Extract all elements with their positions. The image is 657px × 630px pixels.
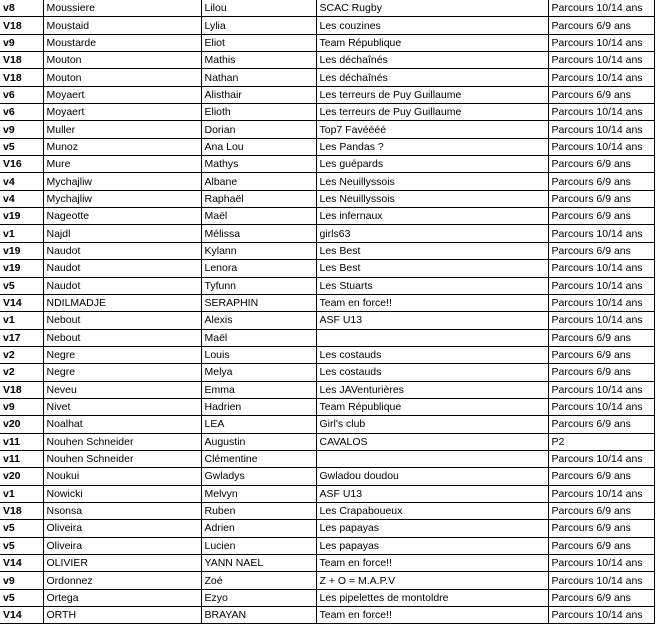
table-row (0, 450, 654, 467)
course-cell: Parcours 10/14 ans (548, 138, 654, 155)
team-cell: Les JAVenturières (316, 381, 548, 398)
last-name-cell: Mure (43, 156, 201, 173)
course-cell: Parcours 6/9 ans (548, 86, 654, 103)
course-cell: Parcours 10/14 ans (548, 52, 654, 69)
course-cell: Parcours 6/9 ans (548, 589, 654, 606)
course-cell: Parcours 6/9 ans (548, 468, 654, 485)
course-cell: Parcours 10/14 ans (548, 260, 654, 277)
team-cell: Top7 Favéééé (316, 121, 548, 138)
last-name-cell: Moussiere (43, 0, 201, 17)
group-cell: V18 (0, 502, 43, 519)
first-name-cell: Hadrien (201, 398, 316, 415)
table-row (0, 156, 654, 173)
first-name-cell: Lenora (201, 260, 316, 277)
last-name-cell: Noukui (43, 468, 201, 485)
first-name-cell: Lilou (201, 0, 316, 17)
table-row (0, 433, 654, 450)
last-name-cell: Mouton (43, 69, 201, 86)
group-cell: v5 (0, 520, 43, 537)
table-row (0, 0, 654, 17)
table-row (0, 294, 654, 311)
team-cell: Les costauds (316, 346, 548, 363)
group-cell: v17 (0, 329, 43, 346)
first-name-cell: SERAPHIN (201, 294, 316, 311)
last-name-cell: Nebout (43, 312, 201, 329)
first-name-cell: Raphaël (201, 190, 316, 207)
group-cell: v11 (0, 433, 43, 450)
table-row (0, 537, 654, 554)
first-name-cell: Louis (201, 346, 316, 363)
last-name-cell: Ortega (43, 589, 201, 606)
table-row (0, 572, 654, 589)
last-name-cell: Mychajliw (43, 173, 201, 190)
last-name-cell: Naudot (43, 277, 201, 294)
team-cell: Les déchaînés (316, 69, 548, 86)
table-row (0, 346, 654, 363)
first-name-cell: Mélissa (201, 225, 316, 242)
last-name-cell: Ordonnez (43, 572, 201, 589)
team-cell: Les déchaînés (316, 52, 548, 69)
last-name-cell: Mychajliw (43, 190, 201, 207)
team-cell: Les Neuillyssois (316, 173, 548, 190)
group-cell: v9 (0, 34, 43, 51)
course-cell: Parcours 6/9 ans (548, 502, 654, 519)
group-cell: V14 (0, 607, 43, 624)
last-name-cell: NDILMADJE (43, 294, 201, 311)
table-row (0, 69, 654, 86)
team-cell: Les Stuarts (316, 277, 548, 294)
group-cell: v8 (0, 0, 43, 17)
last-name-cell: Naudot (43, 260, 201, 277)
last-name-cell: Noalhat (43, 416, 201, 433)
table-row (0, 555, 654, 572)
table-row (0, 277, 654, 294)
team-cell: Team en force!! (316, 294, 548, 311)
table-row (0, 502, 654, 519)
course-cell: Parcours 6/9 ans (548, 537, 654, 554)
group-cell: v1 (0, 485, 43, 502)
first-name-cell: Eliot (201, 34, 316, 51)
first-name-cell: Emma (201, 381, 316, 398)
table-row (0, 208, 654, 225)
first-name-cell: YANN NAEL (201, 555, 316, 572)
course-cell: Parcours 10/14 ans (548, 450, 654, 467)
first-name-cell: Mathis (201, 52, 316, 69)
team-cell: Les couzines (316, 17, 548, 34)
first-name-cell: Alexis (201, 312, 316, 329)
last-name-cell: Muller (43, 121, 201, 138)
table-row (0, 17, 654, 34)
last-name-cell: Munoz (43, 138, 201, 155)
last-name-cell: Nageotte (43, 208, 201, 225)
team-cell: Les costauds (316, 364, 548, 381)
course-cell: Parcours 10/14 ans (548, 69, 654, 86)
team-cell: Les terreurs de Puy Guillaume (316, 86, 548, 103)
first-name-cell: Nathan (201, 69, 316, 86)
first-name-cell: BRAYAN (201, 607, 316, 624)
first-name-cell: Ana Lou (201, 138, 316, 155)
course-cell: Parcours 10/14 ans (548, 34, 654, 51)
last-name-cell: Neveu (43, 381, 201, 398)
group-cell: V14 (0, 555, 43, 572)
course-cell: Parcours 6/9 ans (548, 156, 654, 173)
team-cell: Team en force!! (316, 607, 548, 624)
table-row (0, 312, 654, 329)
table-row (0, 86, 654, 103)
group-cell: V18 (0, 17, 43, 34)
team-cell: Les guépards (316, 156, 548, 173)
team-cell: Les Pandas ? (316, 138, 548, 155)
group-cell: v20 (0, 416, 43, 433)
group-cell: v2 (0, 364, 43, 381)
course-cell: Parcours 10/14 ans (548, 398, 654, 415)
first-name-cell: Ruben (201, 502, 316, 519)
course-cell: Parcours 6/9 ans (548, 173, 654, 190)
last-name-cell: Nsonsa (43, 502, 201, 519)
table-row (0, 260, 654, 277)
team-cell: Les pipelettes de montoldre (316, 589, 548, 606)
table-row (0, 34, 654, 51)
table-row (0, 398, 654, 415)
first-name-cell: Lylia (201, 17, 316, 34)
course-cell: Parcours 6/9 ans (548, 242, 654, 259)
last-name-cell: Naudot (43, 242, 201, 259)
group-cell: v1 (0, 312, 43, 329)
group-cell: v11 (0, 450, 43, 467)
group-cell: v5 (0, 537, 43, 554)
course-cell: Parcours 6/9 ans (548, 520, 654, 537)
team-cell: Les Best (316, 260, 548, 277)
table-row (0, 225, 654, 242)
course-cell: Parcours 6/9 ans (548, 416, 654, 433)
team-cell: Team République (316, 34, 548, 51)
first-name-cell: Kylann (201, 242, 316, 259)
first-name-cell: Melvyn (201, 485, 316, 502)
group-cell: v19 (0, 242, 43, 259)
first-name-cell: Zoé (201, 572, 316, 589)
table-row (0, 52, 654, 69)
group-cell: v5 (0, 589, 43, 606)
table-row (0, 104, 654, 121)
last-name-cell: Moyaert (43, 104, 201, 121)
group-cell: v6 (0, 104, 43, 121)
team-cell: girls63 (316, 225, 548, 242)
group-cell: V18 (0, 69, 43, 86)
group-cell: v1 (0, 225, 43, 242)
table-row (0, 329, 654, 346)
first-name-cell: Lucien (201, 537, 316, 554)
team-cell: Les Neuillyssois (316, 190, 548, 207)
course-cell: Parcours 10/14 ans (548, 381, 654, 398)
course-cell: Parcours 10/14 ans (548, 312, 654, 329)
team-cell: Team en force!! (316, 555, 548, 572)
group-cell: v9 (0, 572, 43, 589)
course-cell: Parcours 6/9 ans (548, 17, 654, 34)
first-name-cell: Gwladys (201, 468, 316, 485)
group-cell: v5 (0, 277, 43, 294)
team-cell: Les Crapaboueux (316, 502, 548, 519)
course-cell: Parcours 6/9 ans (548, 208, 654, 225)
group-cell: v4 (0, 173, 43, 190)
last-name-cell: Oliveira (43, 520, 201, 537)
first-name-cell: Melya (201, 364, 316, 381)
last-name-cell: Negre (43, 364, 201, 381)
team-cell (316, 450, 548, 467)
group-cell: V16 (0, 156, 43, 173)
first-name-cell: Alisthair (201, 86, 316, 103)
course-cell: Parcours 6/9 ans (548, 346, 654, 363)
last-name-cell: OLIVIER (43, 555, 201, 572)
last-name-cell: Nouhen Schneider (43, 450, 201, 467)
group-cell: V14 (0, 294, 43, 311)
table-row (0, 485, 654, 502)
last-name-cell: Moyaert (43, 86, 201, 103)
course-cell: Parcours 10/14 ans (548, 607, 654, 624)
course-cell: Parcours 10/14 ans (548, 104, 654, 121)
first-name-cell: LEA (201, 416, 316, 433)
table-row (0, 589, 654, 606)
first-name-cell: Adrien (201, 520, 316, 537)
table-row (0, 138, 654, 155)
first-name-cell: Dorian (201, 121, 316, 138)
first-name-cell: Albane (201, 173, 316, 190)
last-name-cell: ORTH (43, 607, 201, 624)
table-row (0, 173, 654, 190)
group-cell: v4 (0, 190, 43, 207)
table-row (0, 468, 654, 485)
table-row (0, 121, 654, 138)
last-name-cell: Nivet (43, 398, 201, 415)
first-name-cell: Augustin (201, 433, 316, 450)
course-cell: Parcours 6/9 ans (548, 329, 654, 346)
group-cell: v19 (0, 260, 43, 277)
first-name-cell: Maël (201, 208, 316, 225)
group-cell: V18 (0, 52, 43, 69)
course-cell: P2 (548, 433, 654, 450)
course-cell: Parcours 10/14 ans (548, 225, 654, 242)
course-cell: Parcours 10/14 ans (548, 485, 654, 502)
table-row (0, 520, 654, 537)
team-cell (316, 329, 548, 346)
last-name-cell: Negre (43, 346, 201, 363)
team-cell: ASF U13 (316, 485, 548, 502)
team-cell: Les terreurs de Puy Guillaume (316, 104, 548, 121)
group-cell: v2 (0, 346, 43, 363)
course-cell: Parcours 10/14 ans (548, 0, 654, 17)
table-row (0, 190, 654, 207)
first-name-cell: Ezyo (201, 589, 316, 606)
group-cell: v9 (0, 398, 43, 415)
course-cell: Parcours 10/14 ans (548, 121, 654, 138)
first-name-cell: Maël (201, 329, 316, 346)
team-cell: Team République (316, 398, 548, 415)
team-cell: Les Best (316, 242, 548, 259)
team-cell: Z + O = M.A.P.V (316, 572, 548, 589)
group-cell: v20 (0, 468, 43, 485)
table-row (0, 364, 654, 381)
last-name-cell: Nouhen Schneider (43, 433, 201, 450)
team-cell: Les infernaux (316, 208, 548, 225)
team-cell: SCAC Rugby (316, 0, 548, 17)
course-cell: Parcours 10/14 ans (548, 572, 654, 589)
table-row (0, 416, 654, 433)
group-cell: v9 (0, 121, 43, 138)
last-name-cell: Mouton (43, 52, 201, 69)
course-cell: Parcours 10/14 ans (548, 277, 654, 294)
course-cell: Parcours 10/14 ans (548, 555, 654, 572)
last-name-cell: Moustaid (43, 17, 201, 34)
team-cell: Gwladou doudou (316, 468, 548, 485)
last-name-cell: Najdl (43, 225, 201, 242)
team-cell: ASF U13 (316, 312, 548, 329)
table-row (0, 242, 654, 259)
team-cell: Les papayas (316, 537, 548, 554)
course-cell: Parcours 6/9 ans (548, 364, 654, 381)
group-cell: v6 (0, 86, 43, 103)
first-name-cell: Mathys (201, 156, 316, 173)
last-name-cell: Nowicki (43, 485, 201, 502)
team-cell: CAVALOS (316, 433, 548, 450)
team-cell: Les papayas (316, 520, 548, 537)
table-row (0, 607, 654, 624)
first-name-cell: Tyfunn (201, 277, 316, 294)
table-row (0, 381, 654, 398)
last-name-cell: Moustarde (43, 34, 201, 51)
team-cell: Girl's club (316, 416, 548, 433)
group-cell: v19 (0, 208, 43, 225)
last-name-cell: Oliveira (43, 537, 201, 554)
course-cell: Parcours 6/9 ans (548, 190, 654, 207)
group-cell: v5 (0, 138, 43, 155)
first-name-cell: Elioth (201, 104, 316, 121)
course-cell: Parcours 10/14 ans (548, 294, 654, 311)
group-cell: V18 (0, 381, 43, 398)
last-name-cell: Nebout (43, 329, 201, 346)
first-name-cell: Clémentine (201, 450, 316, 467)
